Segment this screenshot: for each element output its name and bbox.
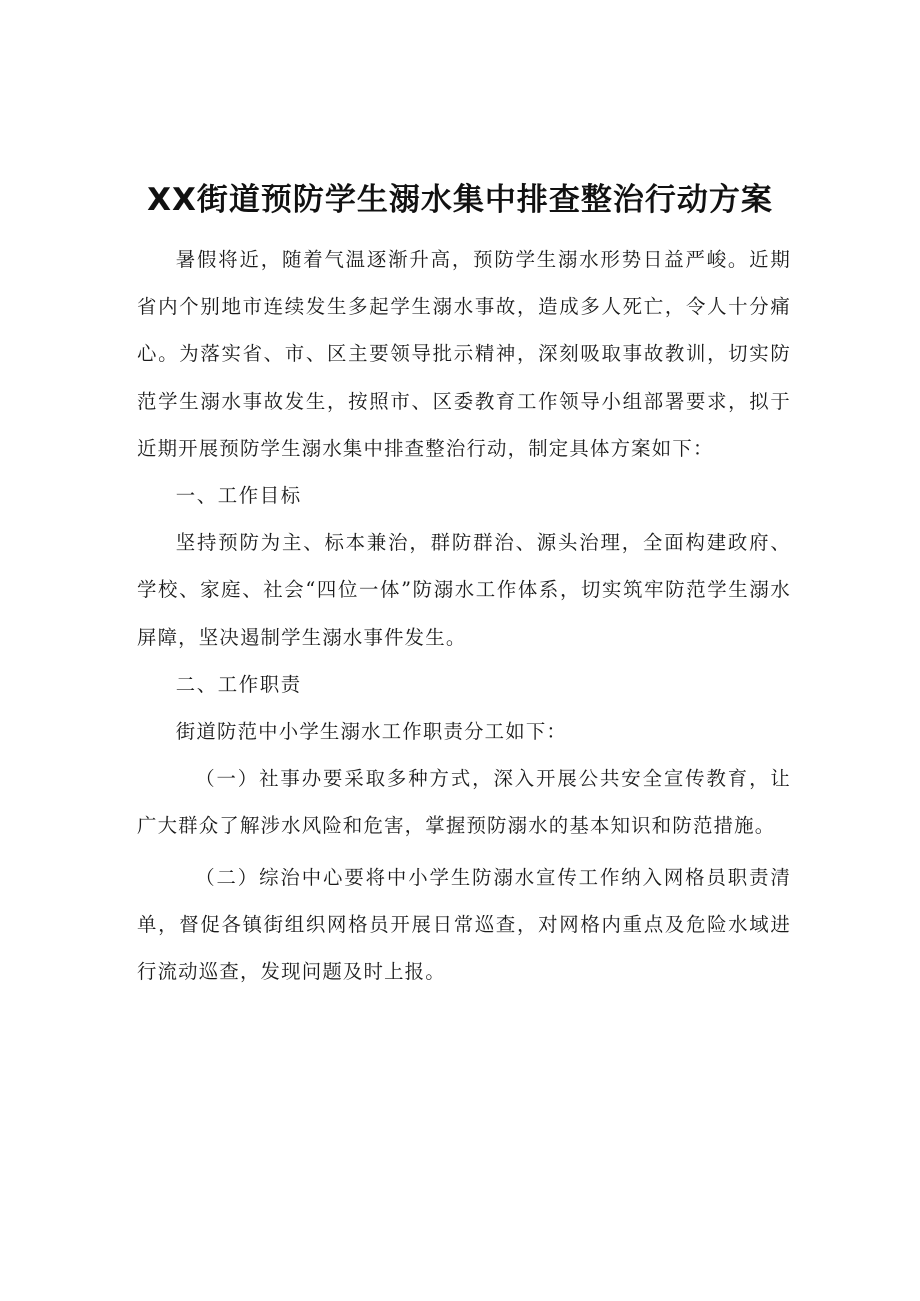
duty-item-governance-center: （二）综治中心要将中小学生防溺水宣传工作纳入网格员职责清单，督促各镇街组织网格员开展日常巡查，对网格内重点及危险水域进行流动巡查，发现问题及时上报。 (137, 865, 791, 984)
goals-paragraph: 坚持预防为主、标本兼治，群防群治、源头治理，全面构建政府、学校、家庭、社会“四位一体”防溺水工作体系，切实筑牢防范学生溺水屏障，坚决遏制学生溺水事件发生。 (137, 531, 791, 649)
duty-item-social-affairs: （一）社事办要采取多种方式，深入开展公共安全宣传教育，让广大群众了解涉水风险和危害，掌握预防溺水的基本知识和防范措施。 (137, 767, 791, 838)
duties-intro-paragraph: 街道防范中小学生溺水工作职责分工如下： (175, 720, 568, 744)
section-heading-duties: 二、工作职责 (175, 672, 302, 696)
document-title: XX街道预防学生溺水集中排查整治行动方案 (147, 182, 773, 218)
document-body (137, 236, 791, 995)
section-heading-goals: 一、工作目标 (175, 484, 302, 508)
intro-paragraph: 暑假将近，随着气温逐渐升高，预防学生溺水形势日益严峻。近期省内个别地市连续发生多起学生溺水事故，造成多人死亡，令人十分痛心。为落实省、市、区主要领导批示精神，深刻吸取事故教训，切实防范学生溺水事故发生，按照市、区委教育工作领导小组部署要求，拟于近期开展预防学生溺水集中排查整治行动，制定具体方案如下： (137, 248, 791, 460)
